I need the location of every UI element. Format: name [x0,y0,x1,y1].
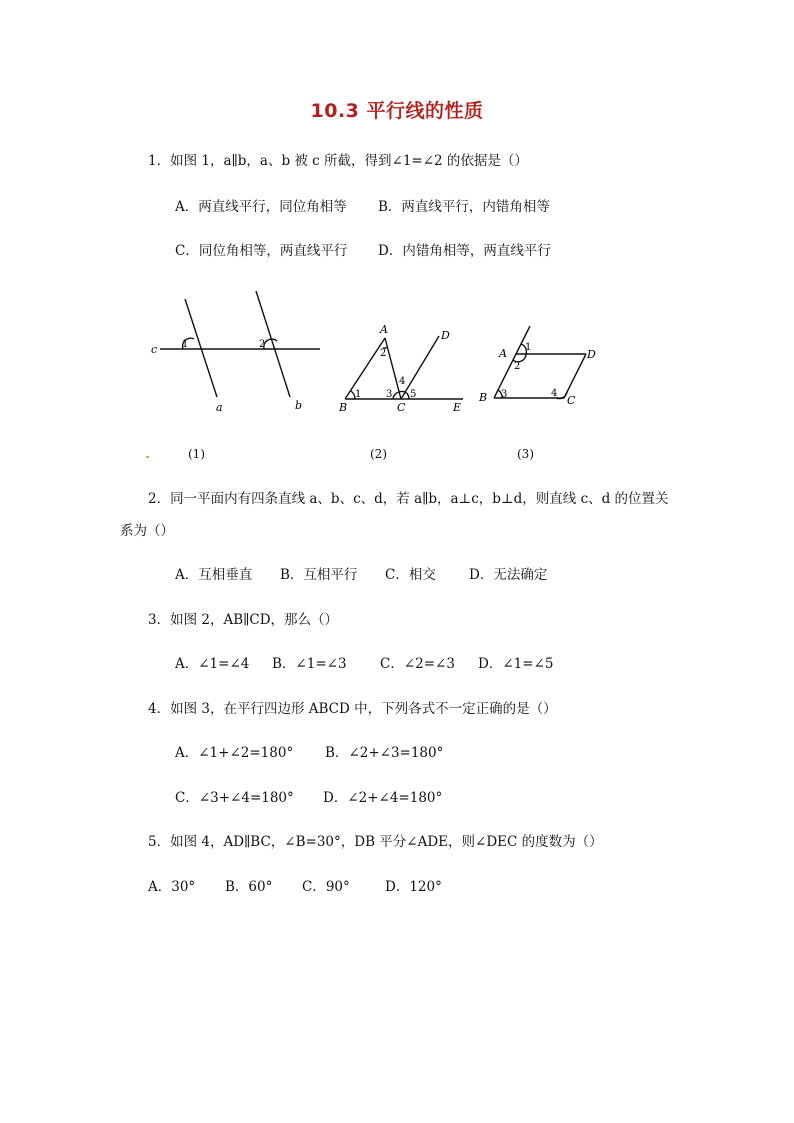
fig1-angle-2: 2 [259,339,266,350]
question-2-option-a: A．互相垂直 [175,567,253,583]
question-1-option-b: B．两直线平行，内错角相等 [378,199,550,215]
fig3-angle-4: 4 [551,388,558,399]
question-3-option-c: C．∠2=∠3 [380,656,455,672]
question-4-option-b: B．∠2+∠3=180° [325,745,444,761]
angle-2-arc [264,339,277,349]
question-1-stem: 1．如图 1，a∥b，a、b 被 c 所截，得到∠1=∠2 的依据是（） [148,153,528,169]
fig2-label-C: C [397,401,406,414]
question-4-option-a: A．∠1+∠2=180° [175,745,294,761]
question-1-option-c: C．同位角相等，两直线平行 [175,243,348,259]
question-2-option-c: C．相交 [385,567,436,583]
fig2-angle-5: 5 [410,389,417,400]
side-cd [564,354,586,398]
figure-3 [472,322,612,412]
question-5-option-a: A．30° [148,879,196,895]
fig1-label-a: a [216,401,223,414]
question-5-option-b: B．60° [225,879,273,895]
question-2-stem-line-1: 2．同一平面内有四条直线 a、b、c、d，若 a∥b，a⊥c，b⊥d，则直线 c、d 的位置关 [148,491,669,507]
angle-3-arc [393,392,399,399]
fig1-label-c: c [151,343,158,356]
question-3-option-d: D．∠1=∠5 [478,656,554,672]
question-3-option-b: B．∠1=∠3 [272,656,347,672]
question-5-option-c: C．90° [302,879,350,895]
question-4-option-d: D．∠2+∠4=180° [323,790,443,806]
fig2-label-B: B [339,401,348,414]
question-3-option-a: A．∠1=∠4 [175,656,250,672]
question-1-option-a: A．两直线平行，同位角相等 [175,199,347,215]
question-5-stem: 5．如图 4，AD∥BC，∠B=30°，DB 平分∠ADE，则∠DEC 的度数为（） [148,834,603,850]
fig2-angle-3: 3 [386,389,393,400]
figure-2 [335,320,475,420]
fig3-label-C: C [567,394,576,407]
angle-5-arc [405,392,409,399]
fig2-label-A: A [380,323,388,336]
figure-1 [140,285,330,420]
fig3-label-B: B [479,391,488,404]
question-1-option-d: D．内错角相等，两直线平行 [378,243,551,259]
stray-mark [146,456,149,458]
fig3-angle-3: 3 [501,389,508,400]
fig3-angle-1: 1 [525,342,532,353]
figure-3-caption: (3) [517,447,534,461]
fig2-angle-1: 1 [355,389,362,400]
fig2-angle-4: 4 [399,376,406,387]
question-2-option-b: B．互相平行 [280,567,358,583]
line-ba-extended [494,326,530,398]
fig1-angle-1: 1 [182,339,189,350]
question-2-stem-line-2: 系为（） [120,523,174,539]
fig3-label-D: D [587,348,596,361]
line-a [185,299,217,397]
page-title: 10.3 平行线的性质 [310,100,484,122]
question-5-option-d: D．120° [385,879,442,895]
figure-1-caption: (1) [188,447,205,461]
fig2-angle-2: 2 [380,348,387,359]
fig2-label-D: D [441,329,450,342]
question-4-option-c: C．∠3+∠4=180° [175,790,294,806]
fig1-label-b: b [295,399,303,412]
fig2-label-E: E [453,401,462,414]
segment-ab [345,338,385,399]
question-3-stem: 3．如图 2，AB∥CD，那么（） [148,612,339,628]
question-2-option-d: D．无法确定 [469,567,548,583]
ray-cd [401,336,439,399]
figure-2-caption: (2) [370,447,387,461]
question-4-stem: 4．如图 3，在平行四边形 ABCD 中，下列各式不一定正确的是（） [148,701,557,717]
angle-4-arc [399,391,405,392]
fig3-label-A: A [499,347,507,360]
fig3-angle-2: 2 [514,361,521,372]
